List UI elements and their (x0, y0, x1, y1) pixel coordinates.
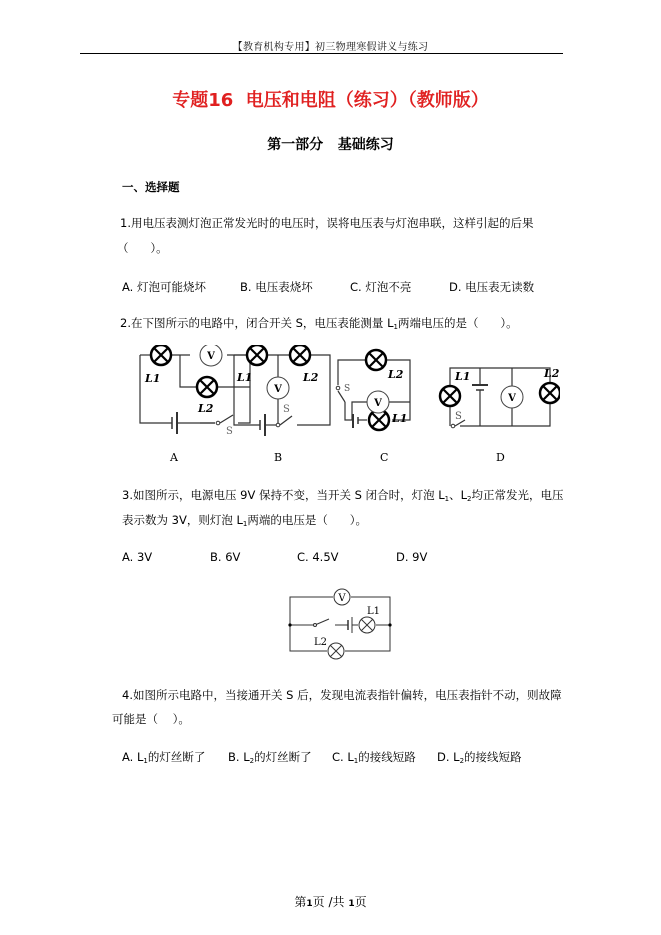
q1-option-b: B. 电压表烧坏 (240, 280, 313, 294)
q4-a-sub: 1 (143, 757, 148, 765)
q4-b-post: 的灯丝断了 (254, 750, 312, 764)
c-l1-label: L1 (392, 412, 408, 425)
q4-a-pre: A. L (122, 750, 144, 764)
q2-text-pre: 2.在下图所示的电路中，闭合开关 S，电压表能测量 L (120, 316, 394, 330)
q2-circuit-diagrams (120, 345, 560, 445)
q1-option-c: C. 灯泡不亮 (350, 280, 412, 294)
header-divider (80, 53, 563, 54)
b-l1-label: L1 (237, 371, 253, 384)
question-4-line-2: 可能是（ ）。 (112, 712, 190, 726)
q3-circuit-diagram (285, 585, 400, 660)
q3-option-a: A. 3V (122, 550, 153, 564)
q3-voltmeter-label: V (338, 593, 346, 604)
figure-label-c: C (380, 451, 389, 464)
b-switch-label: S (283, 404, 290, 415)
a-l2-label: L2 (198, 402, 214, 415)
q3-line1-post: 均正常发光，电压 (471, 488, 564, 502)
question-4-line-1: 4.如图所示电路中，当接通开关 S 后，发现电流表指针偏转，电压表指针不动，则故障 (122, 688, 562, 702)
q3-line2-sub: 1 (242, 520, 248, 528)
page-footer (0, 893, 661, 910)
a-switch-label: S (226, 426, 233, 437)
question-1-line-1: 1.用电压表测灯泡正常发光时的电压时，误将电压表与灯泡串联，这样引起的后果 (120, 216, 534, 230)
part-title: 第一部分 基础练习 (267, 137, 394, 153)
question-2-line-1 (120, 315, 518, 331)
q2-subscript: 1 (393, 323, 398, 331)
q3-voltmeter (334, 589, 350, 605)
q4-d-post: 的接线短路 (464, 750, 522, 764)
q3-line2-pre: 表示数为 3V，则灯泡 L (122, 513, 243, 527)
voltmeter-c (367, 391, 389, 413)
q4-d-sub: 2 (459, 757, 465, 765)
q4-b-pre: B. L (228, 750, 250, 764)
question-3-line-1 (122, 487, 564, 503)
q4-option-d (437, 749, 522, 765)
footer-mid: 页 /共 (312, 895, 349, 909)
q3-option-c: C. 4.5V (297, 550, 339, 564)
d-l2-label: L2 (544, 367, 560, 380)
q3-lamp-l2 (328, 643, 344, 659)
question-3-line-2 (122, 512, 367, 528)
q4-c-post: 的接线短路 (358, 750, 416, 764)
footer-total-pages: 1 (348, 899, 355, 909)
figure-label-a: A (170, 451, 178, 464)
a-l1-label: L1 (145, 372, 161, 385)
q3-line1-pre: 3.如图所示，电源电压 9V 保持不变，当开关 S 闭合时，灯泡 L (122, 488, 445, 502)
c-l2-label: L2 (388, 368, 404, 381)
q3-line1-sub2: 2 (467, 495, 472, 503)
q4-option-c (332, 749, 416, 765)
q3-option-b: B. 6V (210, 550, 241, 564)
q4-option-b (228, 749, 312, 765)
q3-line1-mid: 、L (449, 488, 468, 502)
q4-c-pre: C. L (332, 750, 354, 764)
document-title: 专题16 电压和电阻（练习）（教师版） (172, 90, 489, 111)
q3-l1-label: L1 (367, 606, 381, 617)
figure-label-d: D (496, 451, 505, 464)
q3-line1-sub1: 1 (444, 495, 450, 503)
question-1-line-2: （ ）。 (117, 241, 168, 255)
footer-post: 页 (354, 895, 367, 909)
q4-c-sub: 1 (353, 757, 359, 765)
q3-l2-label: L2 (314, 637, 328, 648)
voltmeter-b (267, 377, 289, 399)
voltmeter-c-label: V (374, 398, 382, 409)
footer-pre: 第 (294, 895, 307, 909)
voltmeter-a-label: V (207, 351, 215, 362)
voltmeter-d (501, 386, 523, 408)
d-switch-label: S (455, 411, 462, 422)
voltmeter-a (200, 345, 222, 366)
figure-label-b: B (274, 451, 283, 464)
c-switch-label: S (344, 384, 351, 394)
q2-text-post: 两端电压的是（ ）。 (397, 316, 518, 330)
voltmeter-d-label: V (508, 393, 516, 404)
footer-page-number: 1 (306, 899, 313, 909)
q4-option-a (122, 749, 205, 765)
q4-a-post: 的灯丝断了 (147, 750, 206, 764)
q3-option-d: D. 9V (396, 550, 428, 564)
d-l1-label: L1 (455, 370, 471, 383)
b-l2-label: L2 (303, 371, 319, 384)
q4-d-pre: D. L (437, 750, 460, 764)
q3-lamp-l1 (359, 617, 375, 633)
q4-b-sub: 2 (249, 757, 255, 765)
page-header: 【教育机构专用】初三物理寒假讲义与练习 (232, 42, 429, 53)
q1-option-a: A. 灯泡可能烧坏 (122, 280, 206, 294)
section-title: 一、选择题 (122, 180, 180, 194)
voltmeter-b-label: V (274, 384, 282, 395)
q3-line2-post: 两端的电压是（ ）。 (247, 513, 368, 527)
q1-option-d: D. 电压表无读数 (449, 280, 535, 294)
